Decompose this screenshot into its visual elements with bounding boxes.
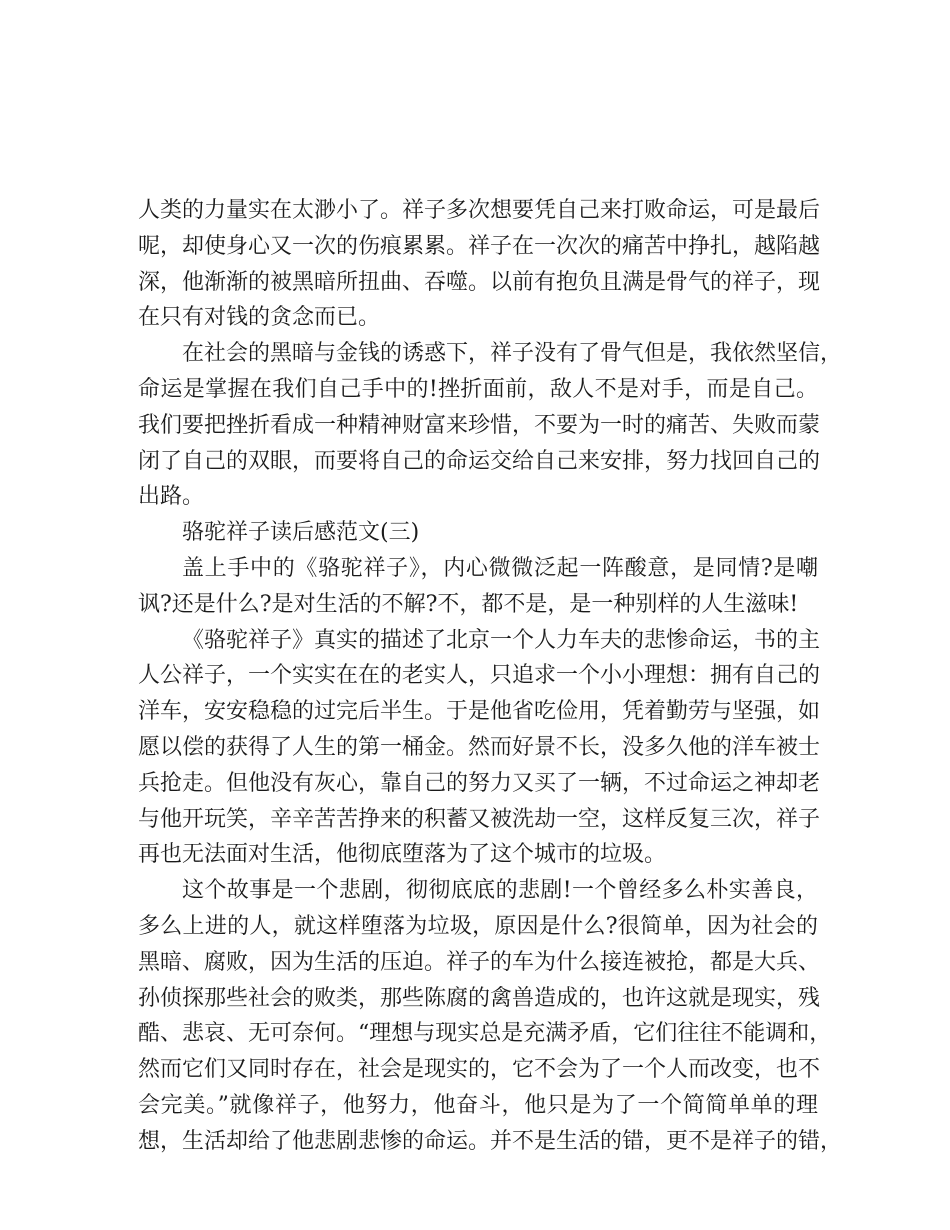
text-line: 愿以偿的获得了人生的第一桶金。然而好景不长，没多久他的洋车被士 — [138, 734, 821, 760]
text-line: 我们要把挫折看成一种精神财富来珍惜，不要为一时的痛苦、失败而蒙 — [138, 412, 821, 438]
heading-text: 骆驼祥子读后感范文(三) — [182, 520, 420, 546]
text-line: 然而它们又同时存在，社会是现实的，它不会为了一个人而改变，也不 — [138, 1057, 821, 1083]
text-line: 人类的力量实在太渺小了。祥子多次想要凭自己来打败命运，可是最后 — [138, 198, 821, 223]
text-line: 讽?还是什么?是对生活的不解?不，都不是，是一种别样的人生滋味! — [138, 591, 799, 617]
document-body — [138, 193, 843, 1160]
text-line: 人公祥子，一个实实在在的老实人，只追求一个小小理想：拥有自己的 — [138, 663, 821, 689]
text-line: 这个故事是一个悲剧，彻彻底底的悲剧!一个曾经多么朴实善良， — [182, 878, 818, 904]
paragraph-continuation — [138, 193, 821, 336]
text-line: 孙侦探那些社会的败类，那些陈腐的禽兽造成的，也许这就是现实，残 — [138, 985, 821, 1011]
text-line: 再也无法面对生活，他彻底堕落为了这个城市的垃圾。 — [138, 842, 667, 868]
paragraph — [138, 551, 818, 623]
text-line: 兵抢走。但他没有灰心，靠自己的努力又买了一辆，不过命运之神却老 — [138, 770, 821, 796]
paragraph — [138, 336, 843, 515]
text-line: 在社会的黑暗与金钱的诱惑下，祥子没有了骨气但是，我依然坚信， — [182, 341, 843, 367]
text-line: 命运是掌握在我们自己手中的!挫折面前，敌人不是对手，而是自己。 — [138, 376, 818, 402]
text-line: 在只有对钱的贪念而已。 — [138, 305, 381, 331]
text-line: 盖上手中的《骆驼祥子》，内心微微泛起一阵酸意，是同情?是嘲 — [182, 555, 818, 581]
text-line: 出路。 — [138, 484, 205, 510]
text-line: 洋车，安安稳稳的过完后半生。于是他省吃俭用，凭着勤劳与坚强，如 — [138, 699, 821, 725]
text-line: 多么上进的人，就这样堕落为垃圾，原因是什么?很简单，因为社会的 — [138, 913, 818, 939]
text-line: 与他开玩笑，辛辛苦苦挣来的积蓄又被洗劫一空，这样反复三次，祥子 — [138, 806, 821, 832]
text-line: 闭了自己的双眼，而要将自己的命运交给自己来安排，努力找回自己的 — [138, 448, 821, 474]
text-line: 会完美。”就像祥子，他努力，他奋斗，他只是为了一个简简单单的理 — [138, 1092, 818, 1118]
text-line: 深，他渐渐的被黑暗所扭曲、吞噬。以前有抱负且满是骨气的祥子，现 — [138, 269, 821, 295]
section-heading — [138, 515, 818, 551]
paragraph — [138, 873, 843, 1159]
text-line: 黑暗、腐败，因为生活的压迫。祥子的车为什么接连被抢，都是大兵、 — [138, 949, 821, 975]
text-line: 想，生活却给了他悲剧悲惨的命运。并不是生活的错，更不是祥子的错， — [138, 1128, 843, 1154]
text-line: 《骆驼祥子》真实的描述了北京一个人力车夫的悲惨命运，书的主 — [182, 627, 821, 653]
paragraph — [138, 623, 821, 874]
text-line: 呢，却使身心又一次的伤痕累累。祥子在一次次的痛苦中挣扎，越陷越 — [138, 233, 821, 259]
text-line: 酷、悲哀、无可奈何。“理想与现实总是充满矛盾，它们往往不能调和， — [138, 1021, 832, 1047]
